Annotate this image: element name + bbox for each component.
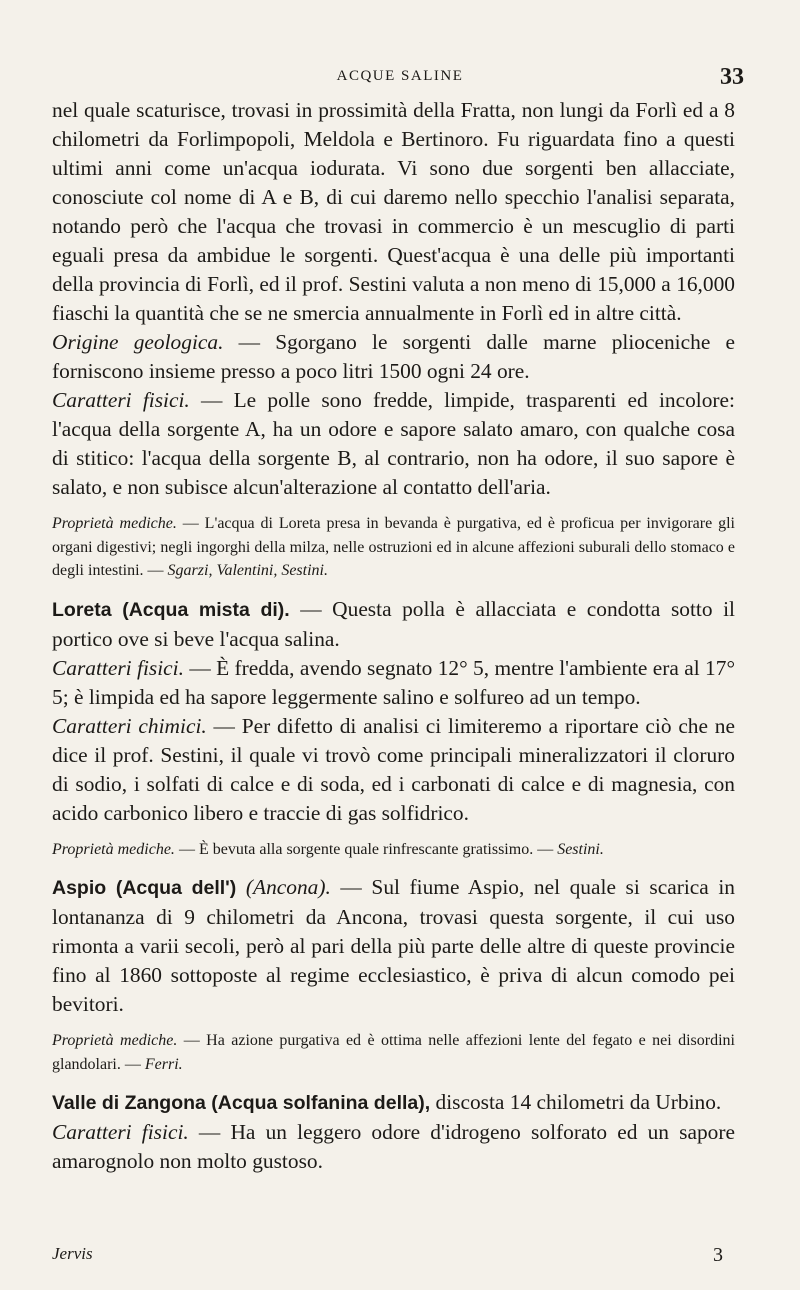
paragraph-fratta-spring [52,96,735,328]
note-label: Proprietà mediche. [52,515,177,532]
paragraph-physical-characters-zangona [52,1118,735,1176]
paragraph-text: nel quale scaturisce, trovasi in prossimità della Fratta, non lungi da Forlì ed a 8 chilometri da Forlimpopoli, Meldola e Bertinoro. Fu riguardata fino a questi ultimi anni come un'acqua iodurata. Vi sono due sorgenti ben allacciate, conosciute col nome di A e B, di cui daremo nello specchio l'analisi separata, notando però che l'acqua che trovasi in commercio è un mescuglio di parti eguali presa da ambidue le sorgenti. Quest'acqua è una delle più importanti della provincia di Forlì, ed il prof. Sestini valuta a non meno di 15,000 a 16,000 fiaschi la quantità che se ne smercia annualmente in Forlì ed in altre città. [52,98,735,325]
note-label: Proprietà mediche. [52,840,175,858]
paragraph-physical-characters [52,386,735,502]
paragraph-text: — Sul fiume Aspio, nel quale si scarica in lontananza di 9 chilometri da Ancona, trovasi questa sorgente, il cui uso rimonta a varii secoli, però al pari della più parte delle altre di queste provincie fino al 1860 sottoposte al regime ecclesiastico, è priva di alcun comodo pei bevitori. [52,875,735,1016]
note-medical-properties-mixed [52,838,735,862]
entry-heading: Aspio (Acqua dell') [52,877,237,899]
paragraph-text: — Questa polla è allacciata e condotta sotto il portico ove si beve l'acqua salina. [52,596,735,651]
entry-aspio-water [52,873,735,1019]
page-header [0,64,800,94]
paragraph-text: — È fredda, avendo segnato 12° 5, mentre l'ambiente era al 17° 5; è limpida ed ha sapore leggermente salino e solfureo ad un tempo. [52,655,736,709]
paragraph-text: — Sgorgano le sorgenti dalle marne plioceniche e forniscono insieme presso a poco litri 1500 ogni 24 ore. [52,330,735,383]
paragraph-text: discosta 14 chilometri da Urbino. [430,1090,722,1114]
signature-number: 3 [713,1244,723,1266]
note-text: — L'acqua di Loreta presa in bevanda è purgativa, ed è proficua per invigorare gli organi digestivi; negli ingorghi della milza, nelle ostruzioni ed in alcune affezioni suburali dello stomaco e degli intestini. — [52,515,735,579]
paragraph-text: — Le polle sono fredde, limpide, trasparenti ed incolore: l'acqua della sorgente A, ha un odore e sapore salato amaro, con qualche cosa di stitico: l'acqua della sorgente B, al contrario, non ha odore, il suo sapore è salato, e non subisce alcun'alterazione al contatto dell'aria. [52,388,735,499]
note-text: — Ha azione purgativa ed è ottima nelle affezioni lente del fegato e nei disordini glandolari. — [52,1032,735,1073]
running-title: ACQUE SALINE [336,68,464,84]
note-medical-properties-loreta [52,512,735,583]
page-number: 33 [720,64,744,90]
section-label: Origine geologica. [52,330,224,354]
note-label: Proprietà mediche. [52,1032,178,1049]
page-body [52,96,735,1176]
paragraph-chemical-characters [52,712,735,828]
entry-heading: Valle di Zangona (Acqua solfanina della), [52,1092,431,1114]
section-label: Caratteri chimici. [52,713,207,738]
note-medical-properties-aspio [52,1029,735,1076]
entry-heading: Loreta (Acqua mista di). [52,598,290,621]
note-authors: Sestini. [557,840,604,858]
paragraph-geological-origin [52,328,735,386]
note-authors: Sgarzi, Valentini, Sestini. [167,562,328,579]
section-label: Caratteri fisici. [52,388,190,412]
paragraph-text: — Ha un leggero odore d'idrogeno solforato ed un sapore amarognolo non molto gustoso. [52,1120,735,1173]
entry-place: (Ancona). [245,875,331,899]
paragraph-physical-characters-loreta [52,654,735,712]
section-label: Caratteri fisici. [52,1120,189,1144]
note-text: — È bevuta alla sorgente quale rinfrescante gratissimo. — [174,840,558,858]
page-footer [52,1244,735,1270]
entry-zangona-water [52,1088,735,1118]
note-authors: Ferri. [144,1055,183,1073]
printer-signature: Jervis [52,1244,93,1263]
section-label: Caratteri fisici. [52,655,184,680]
entry-loreta-mixed-water [52,595,735,654]
paragraph-text: — Per difetto di analisi ci limiteremo a riportare ciò che ne dice il prof. Sestini, il quale vi trovò come principali mineralizzatori il cloruro di sodio, i solfati di calce e di soda, ed i carbonati di calce e di magnesia, con acido carbonico libero e traccie di gas solfidrico. [52,713,735,825]
